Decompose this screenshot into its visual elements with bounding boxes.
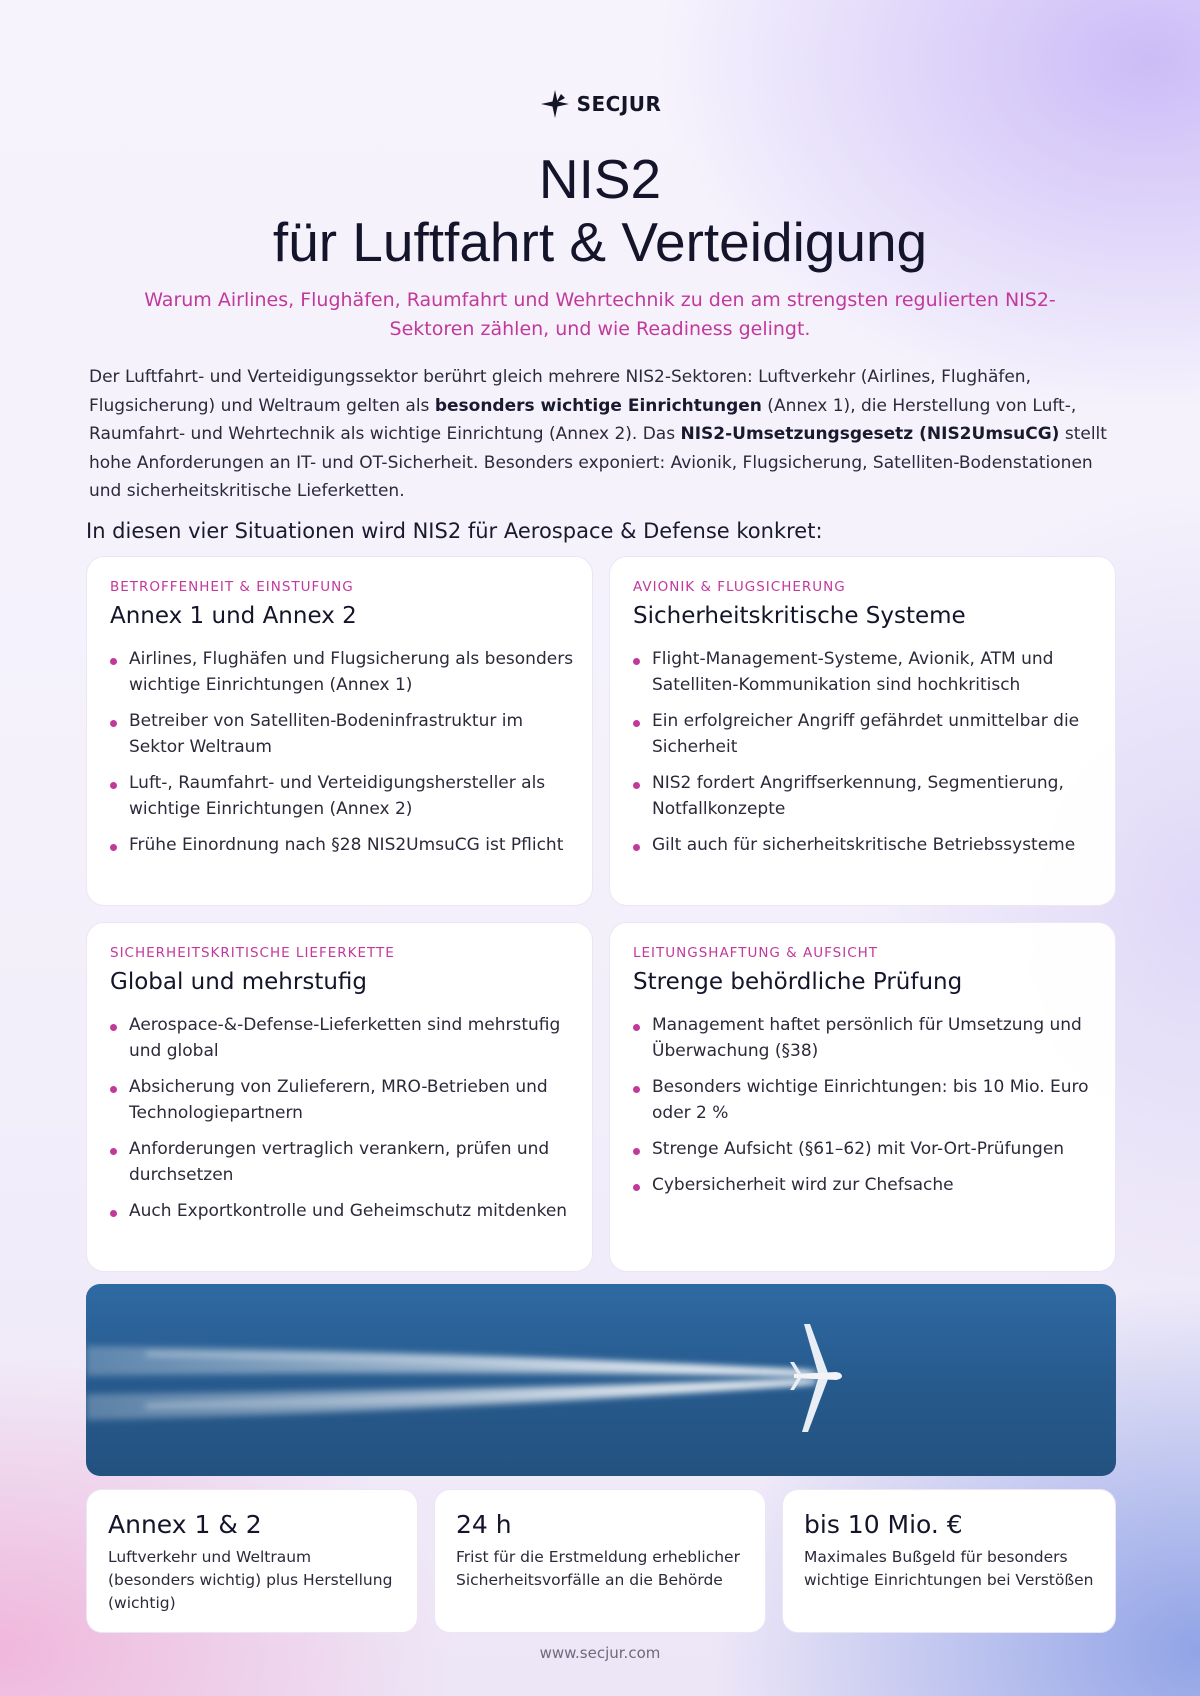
stat-description: Maximales Bußgeld für besonders wichtige Einrichtungen bei Verstößen xyxy=(804,1548,1094,1589)
bullet-dot xyxy=(110,1210,117,1217)
page-title xyxy=(0,148,1200,274)
bullet-dot xyxy=(110,1148,117,1155)
list-item xyxy=(110,708,574,760)
card-kicker: AVIONIK & FLUGSICHERUNG xyxy=(633,579,846,595)
list-item-text: Ein erfolgreicher Angriff gefährdet unmittelbar die Sicherheit xyxy=(652,711,1080,757)
list-item xyxy=(633,1012,1097,1064)
intro-text-1: Der Luftfahrt- und Verteidigungssektor berührt gleich mehrere NIS2-Sektoren: Luftverkehr (Airlines, Flughäfen, Flugsicherung) und Weltraum gelten als xyxy=(89,367,1031,416)
stat-card-24h xyxy=(434,1489,766,1633)
list-item-text: Strenge Aufsicht (§61–62) mit Vor-Ort-Prüfungen xyxy=(652,1139,1065,1159)
list-item-text: Absicherung von Zulieferern, MRO-Betrieben und Technologiepartnern xyxy=(129,1077,548,1123)
list-item xyxy=(110,1198,574,1224)
logo-text: SECJUR xyxy=(576,92,662,116)
stat-description: Frist für die Erstmeldung erheblicher Sicherheitsvorfälle an die Behörde xyxy=(456,1548,740,1589)
card-title: Strenge behördliche Prüfung xyxy=(633,969,963,995)
logo xyxy=(0,88,1200,120)
card-title: Sicherheitskritische Systeme xyxy=(633,603,966,629)
list-item-text: Airlines, Flughäfen und Flugsicherung als besonders wichtige Einrichtungen (Annex 1) xyxy=(129,649,574,695)
list-item-text: Besonders wichtige Einrichtungen: bis 10 Mio. Euro oder 2 % xyxy=(652,1077,1089,1123)
bullet-dot xyxy=(633,658,640,665)
list-item xyxy=(110,1074,574,1126)
airplane-photo xyxy=(86,1284,1116,1476)
list-item xyxy=(633,832,1097,858)
list-item xyxy=(110,1136,574,1188)
card-leitungshaftung xyxy=(609,922,1116,1272)
stat-value: Annex 1 & 2 xyxy=(108,1510,262,1539)
bullet-dot xyxy=(633,1024,640,1031)
list-item xyxy=(633,646,1097,698)
list-item xyxy=(633,1136,1097,1162)
list-item-text: Cybersicherheit wird zur Chefsache xyxy=(652,1175,954,1195)
list-item xyxy=(110,832,574,858)
list-item xyxy=(633,708,1097,760)
card-kicker: BETROFFENHEIT & EINSTUFUNG xyxy=(110,579,354,595)
list-item-text: Frühe Einordnung nach §28 NIS2UmsuCG ist Pflicht xyxy=(129,835,564,855)
card-list xyxy=(110,646,574,868)
card-lieferkette xyxy=(86,922,593,1272)
list-item-text: Anforderungen vertraglich verankern, prüfen und durchsetzen xyxy=(129,1139,550,1185)
bullet-dot xyxy=(110,782,117,789)
title-line-2: für Luftfahrt & Verteidigung xyxy=(272,211,928,273)
stat-description: Luftverkehr und Weltraum (besonders wichtig) plus Herstellung (wichtig) xyxy=(108,1548,393,1612)
airplane-icon xyxy=(790,1324,842,1432)
list-item-text: Luft-, Raumfahrt- und Verteidigungshersteller als wichtige Einrichtungen (Annex 2) xyxy=(129,773,546,819)
subtitle: Warum Airlines, Flughäfen, Raumfahrt und Wehrtechnik zu den am strengsten regulierten NIS2-Sektoren zählen, und wie Readiness gelingt. xyxy=(144,289,1056,340)
list-item xyxy=(633,770,1097,822)
footer-url[interactable]: www.secjur.com xyxy=(539,1644,661,1662)
card-list xyxy=(633,646,1097,868)
stat-value: bis 10 Mio. € xyxy=(804,1510,963,1539)
card-title: Annex 1 und Annex 2 xyxy=(110,603,357,629)
stat-card-annex xyxy=(86,1489,418,1633)
bullet-dot xyxy=(633,1184,640,1191)
list-item xyxy=(110,646,574,698)
compass-star-icon xyxy=(539,88,571,120)
intro-text-2: (Annex 1), die Herstellung von Luft-, Raumfahrt- und Wehrtechnik als wichtige Einrichtung (Annex 2). Das xyxy=(89,395,1077,444)
intro-paragraph xyxy=(89,363,1111,506)
list-item xyxy=(633,1074,1097,1126)
list-item xyxy=(110,1012,574,1064)
intro-bold-2: NIS2-Umsetzungsgesetz (NIS2UmsuCG) xyxy=(680,424,1060,444)
title-line-1: NIS2 xyxy=(538,148,662,210)
bullet-dot xyxy=(633,1086,640,1093)
list-item-text: Auch Exportkontrolle und Geheimschutz mitdenken xyxy=(129,1201,568,1221)
stat-value: 24 h xyxy=(456,1510,512,1539)
intro-bold-1: besonders wichtige Einrichtungen xyxy=(434,395,762,416)
card-list xyxy=(633,1012,1097,1208)
card-kicker: LEITUNGSHAFTUNG & AUFSICHT xyxy=(633,945,879,961)
card-list xyxy=(110,1012,574,1234)
bullet-dot xyxy=(633,720,640,727)
bullet-dot xyxy=(110,658,117,665)
card-title: Global und mehrstufig xyxy=(110,969,367,995)
bullet-dot xyxy=(110,720,117,727)
bullet-dot xyxy=(110,1086,117,1093)
card-kicker: SICHERHEITSKRITISCHE LIEFERKETTE xyxy=(110,945,395,961)
section-heading: In diesen vier Situationen wird NIS2 für Aerospace & Defense konkret: xyxy=(86,519,823,543)
list-item xyxy=(110,770,574,822)
card-avionik xyxy=(609,556,1116,906)
airplane-contrail-image xyxy=(86,1284,1116,1476)
list-item-text: NIS2 fordert Angriffserkennung, Segmentierung, Notfallkonzepte xyxy=(652,773,1064,819)
bullet-dot xyxy=(633,782,640,789)
bullet-dot xyxy=(110,844,117,851)
stat-card-bussgeld xyxy=(782,1489,1116,1633)
bullet-dot xyxy=(110,1024,117,1031)
list-item-text: Gilt auch für sicherheitskritische Betriebssysteme xyxy=(652,835,1076,855)
card-betroffenheit xyxy=(86,556,593,906)
list-item xyxy=(633,1172,1097,1198)
list-item-text: Flight-Management-Systeme, Avionik, ATM und Satelliten-Kommunikation sind hochkritisch xyxy=(652,649,1054,695)
list-item-text: Aerospace-&-Defense-Lieferketten sind mehrstufig und global xyxy=(129,1015,561,1061)
list-item-text: Betreiber von Satelliten-Bodeninfrastruktur im Sektor Weltraum xyxy=(129,711,524,757)
bullet-dot xyxy=(633,1148,640,1155)
bullet-dot xyxy=(633,844,640,851)
list-item-text: Management haftet persönlich für Umsetzung und Überwachung (§38) xyxy=(652,1015,1082,1061)
intro-text-3: stellt hohe Anforderungen an IT- und OT-Sicherheit. Besonders exponiert: Avionik, Flugsicherung, Satelliten-Bodenstationen und sicherheitskritische Lieferketten. xyxy=(89,424,1107,501)
